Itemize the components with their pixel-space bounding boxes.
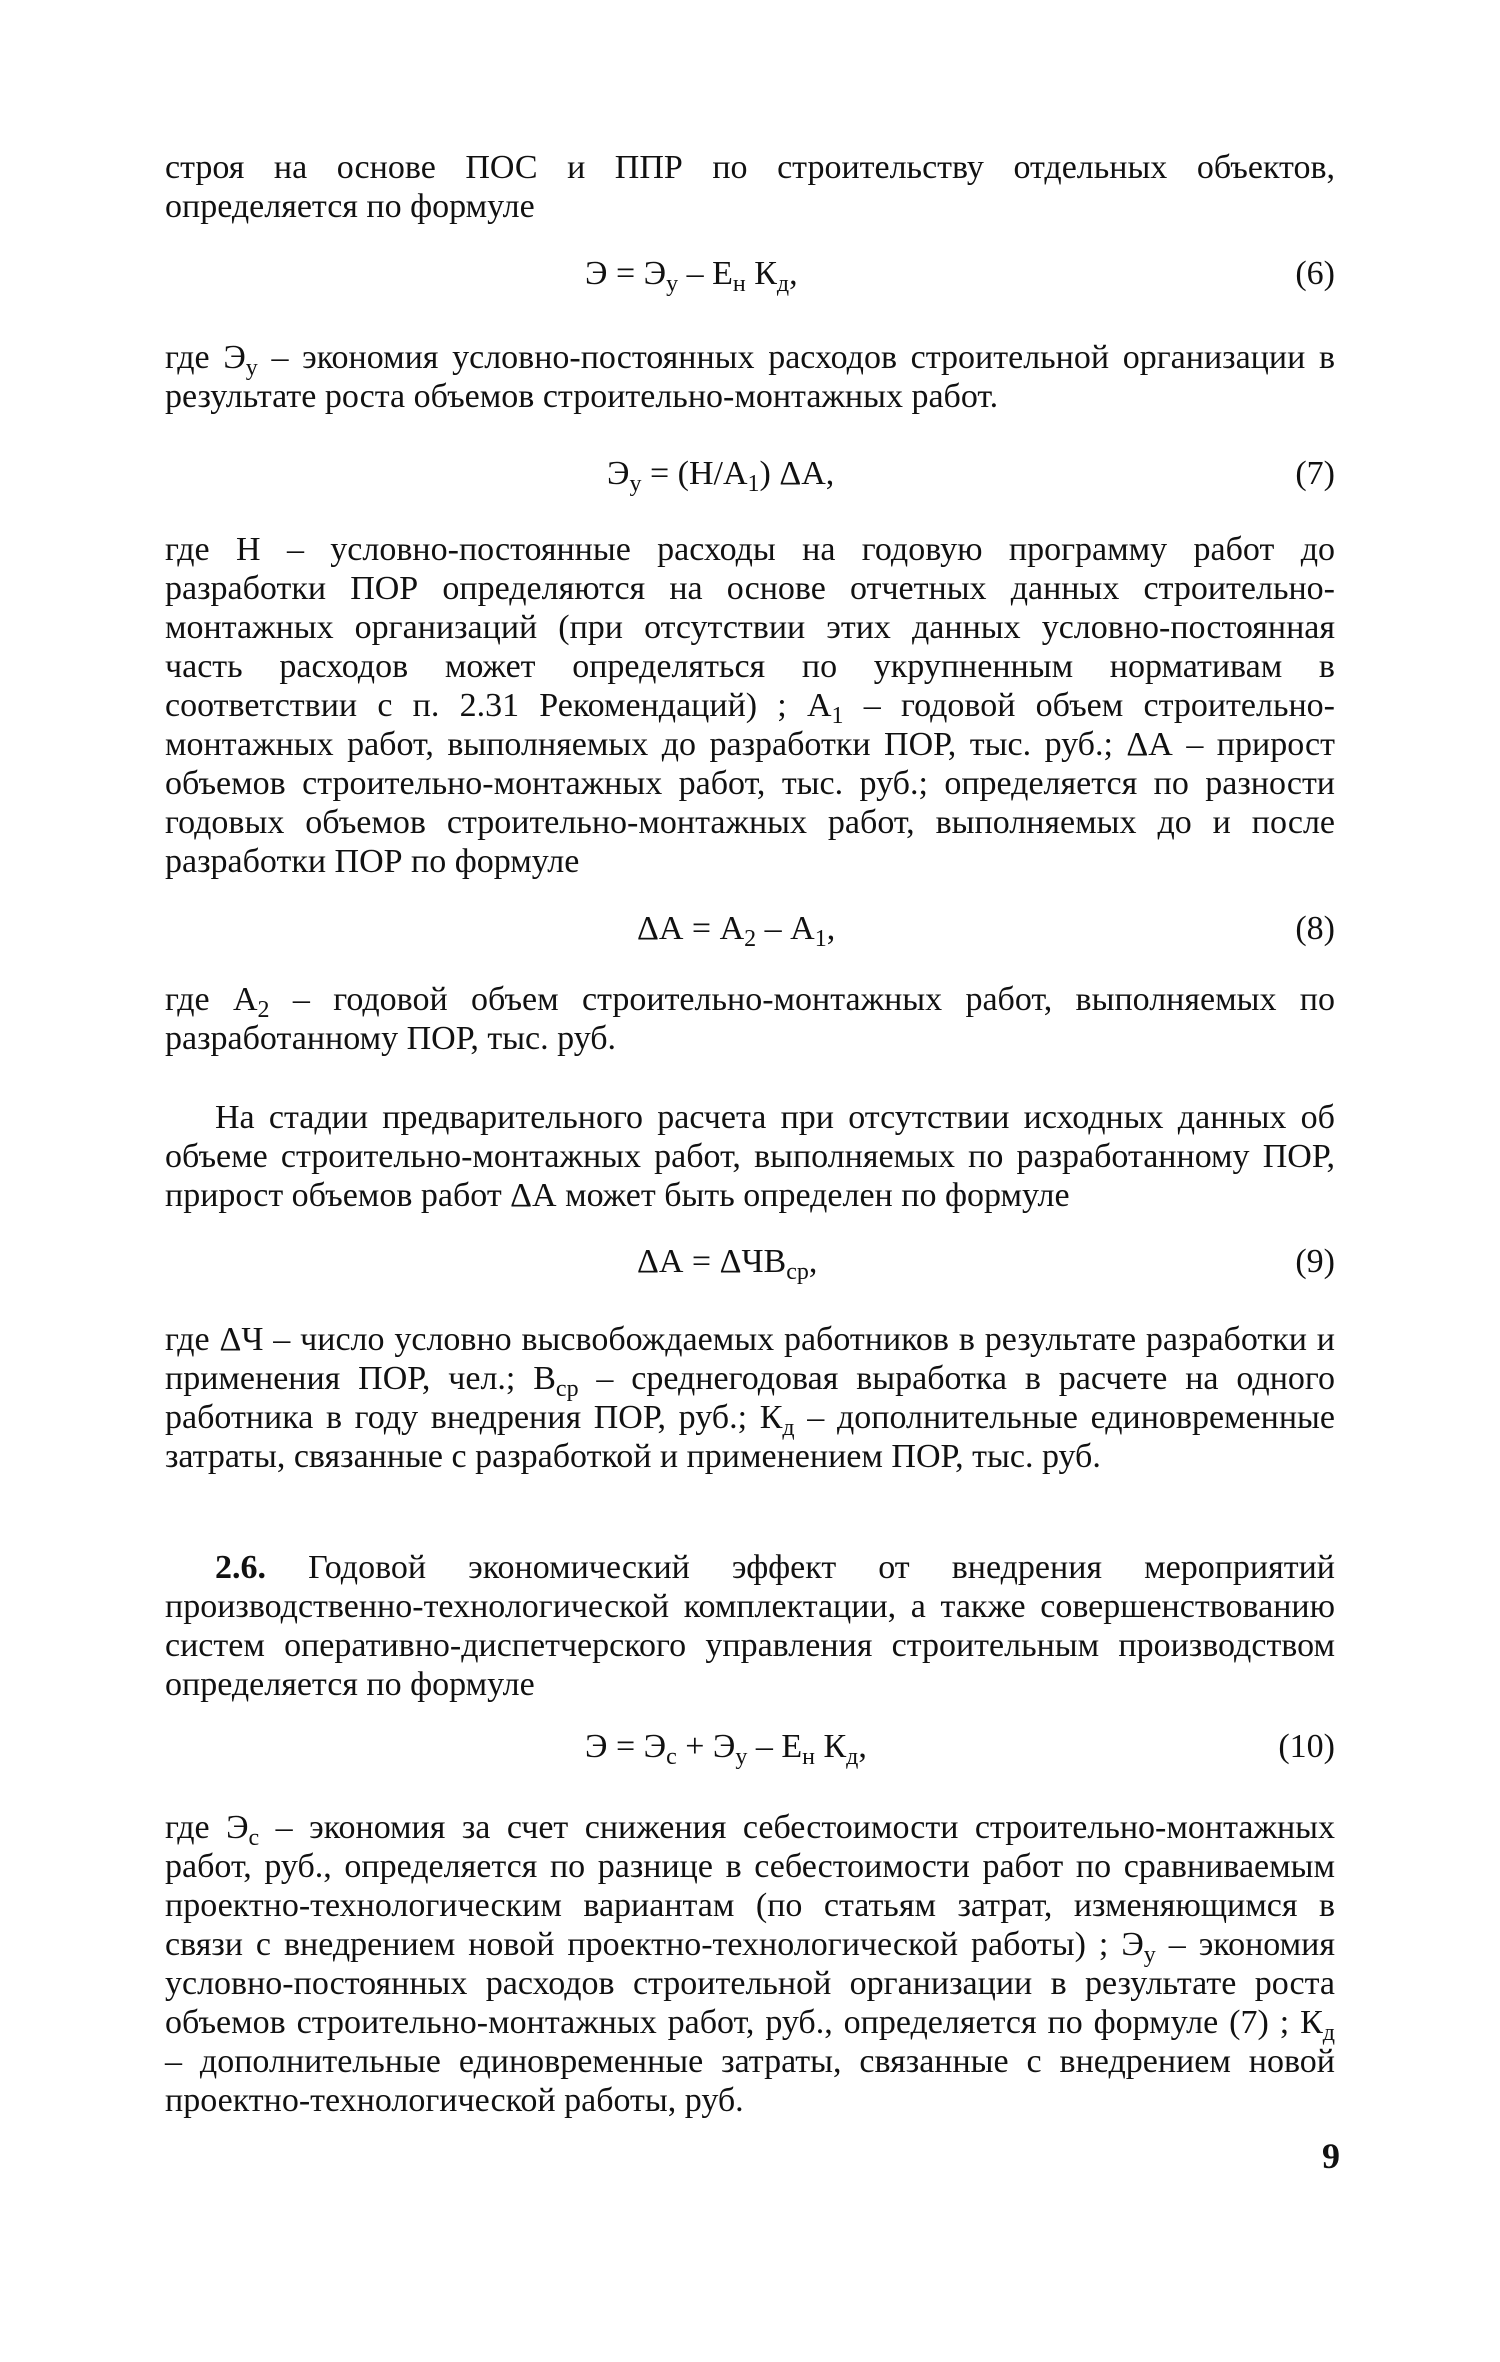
text-run: + Э bbox=[676, 1728, 736, 1765]
subscript: 2 bbox=[744, 926, 757, 952]
formula-8-number: (8) bbox=[1295, 910, 1335, 947]
paragraph-text: На стадии предварительного расчета при отсутствии исходных данных об объеме строительно-монтажных работ, выполняемых по разработанному ПОР, прирост объемов работ ΔА может быть определен по формуле bbox=[165, 1099, 1335, 1214]
formula-7-expression bbox=[607, 450, 834, 498]
subscript: у bbox=[735, 1744, 748, 1770]
paragraph-definition-dch bbox=[165, 1320, 1335, 1476]
formula-7-number: (7) bbox=[1295, 455, 1335, 492]
text-run: , bbox=[826, 910, 836, 947]
text-run: – Е bbox=[747, 1728, 803, 1765]
paragraph-definition-ey bbox=[165, 338, 1335, 416]
text-run: – дополнительные единовременные затраты, связанные с разработкой и применением ПОР, тыс. руб. bbox=[165, 1399, 1335, 1475]
formula-6-expression bbox=[585, 250, 798, 298]
subscript: у bbox=[245, 355, 258, 381]
text-run: ΔА = А bbox=[637, 910, 745, 947]
text-run: Э bbox=[607, 455, 630, 492]
paragraph-preliminary bbox=[165, 1098, 1335, 1215]
formula-9-expression bbox=[637, 1238, 817, 1286]
subscript: н bbox=[732, 271, 746, 297]
subscript: у bbox=[629, 471, 642, 497]
paragraph-text bbox=[165, 1808, 1335, 2120]
subscript: у bbox=[1143, 1942, 1156, 1968]
subscript: 2 bbox=[257, 997, 270, 1023]
text-run: где Н – условно-постоянные расходы на годовую программу работ до разработки ПОР определяются на основе отчетных данных строительно-монтажных организаций (при отсутствии этих данных условно-постоянная часть расходов может определяться по укрупненным нормативам в соответствии с п. 2.31 Рекомендаций) ; А bbox=[165, 531, 1335, 724]
subscript: 1 bbox=[814, 926, 827, 952]
paragraph-text bbox=[165, 338, 1335, 416]
subscript: д bbox=[846, 1744, 859, 1770]
text-run: = (Н/А bbox=[641, 455, 748, 492]
text-run: К bbox=[745, 255, 777, 292]
paragraph-text bbox=[165, 1320, 1335, 1476]
text-run: , bbox=[858, 1728, 867, 1765]
text-run: – годовой объем строительно-монтажных работ, выполняемых по разработанному ПОР, тыс. руб. bbox=[165, 981, 1335, 1057]
formula-10-expression bbox=[585, 1723, 867, 1771]
subscript: д bbox=[776, 271, 790, 297]
paragraph-text bbox=[165, 980, 1335, 1058]
subscript: 1 bbox=[831, 703, 844, 729]
formula-9-number: (9) bbox=[1295, 1243, 1335, 1280]
section-number: 2.6. bbox=[215, 1549, 266, 1586]
formula-10 bbox=[165, 1723, 1335, 1771]
text-run: – годовой объем строительно-монтажных работ, выполняемых до разработки ПОР, тыс. руб.; ΔА – прирост объемов строительно-монтажных работ, тыс. руб.; определяется по разности годовых объемов строительно-монтажных работ, выполняемых до и после разработки ПОР по формуле bbox=[165, 687, 1335, 880]
text-run: , bbox=[789, 255, 798, 292]
text-run: – экономия за счет снижения себестоимости строительно-монтажных работ, руб., определяется по разнице в себестоимости работ по сравниваемым проектно-технологическим вариантам (по статьям затрат, изменяющимся в связи с внедрением новой проектно-технологической работы) ; Э bbox=[165, 1809, 1335, 1963]
text-run: – дополнительные единовременные затраты, связанные с внедрением новой проектно-технологической работы, руб. bbox=[165, 2043, 1335, 2119]
paragraph-text bbox=[165, 530, 1335, 881]
text-run: Э = Э bbox=[585, 1728, 667, 1765]
paragraph-definition-a2 bbox=[165, 980, 1335, 1058]
paragraph-intro bbox=[165, 148, 1335, 226]
text-run: где Э bbox=[165, 1809, 249, 1846]
formula-9 bbox=[165, 1238, 1335, 1286]
page-number: 9 bbox=[1322, 2136, 1340, 2176]
paragraph-section-2-6 bbox=[165, 1548, 1335, 1704]
paragraph-text: строя на основе ПОС и ППР по строительству отдельных объектов, определяется по формуле bbox=[165, 149, 1335, 225]
text-run: – А bbox=[756, 910, 815, 947]
subscript: ср bbox=[786, 1259, 809, 1285]
text-run: Э = Э bbox=[585, 255, 667, 292]
text-run: – экономия условно-постоянных расходов строительной организации в результате роста объемов строительно-монтажных работ, руб., определяется по формуле (7) ; К bbox=[165, 1926, 1335, 2041]
formula-10-number: (10) bbox=[1278, 1728, 1335, 1765]
formula-7-row bbox=[165, 450, 1335, 498]
text-run: где Э bbox=[165, 339, 246, 376]
text-run: ΔА = ΔЧВ bbox=[637, 1243, 787, 1280]
formula-6 bbox=[165, 250, 1335, 298]
subscript: д bbox=[782, 1415, 795, 1441]
subscript: с bbox=[666, 1744, 677, 1770]
text-run: где ΔЧ – число условно высвобождаемых работников в результате разработки и применения ПОР, чел.; В bbox=[165, 1321, 1335, 1397]
paragraph-text: Годовой экономический эффект от внедрения мероприятий производственно-технологической комплектации, а также совершенствованию систем оперативно-диспетчерского управления строительным производством определяется по формуле bbox=[165, 1549, 1335, 1703]
paragraph-definition-h bbox=[165, 530, 1335, 881]
paragraph-definition-ec bbox=[165, 1808, 1335, 2120]
text-run: К bbox=[814, 1728, 847, 1765]
subscript: 1 bbox=[747, 471, 760, 497]
formula-6-number: (6) bbox=[1295, 255, 1335, 292]
subscript: н bbox=[802, 1744, 815, 1770]
subscript: д bbox=[1322, 2020, 1335, 2046]
text-run: – среднегодовая выработка в расчете на одного работника в году внедрения ПОР, руб.; К bbox=[165, 1360, 1335, 1436]
formula-8-expression bbox=[637, 905, 835, 953]
text-run: ) ΔА, bbox=[759, 455, 835, 492]
subscript: с bbox=[248, 1825, 260, 1851]
text-run: где А bbox=[165, 981, 258, 1018]
text-run: , bbox=[808, 1243, 818, 1280]
subscript: ср bbox=[555, 1376, 579, 1402]
subscript: у bbox=[666, 271, 679, 297]
formula-8 bbox=[165, 905, 1335, 953]
text-run: – Е bbox=[678, 255, 733, 292]
text-run: – экономия условно-постоянных расходов строительной организации в результате роста объемов строительно-монтажных работ. bbox=[165, 339, 1336, 415]
